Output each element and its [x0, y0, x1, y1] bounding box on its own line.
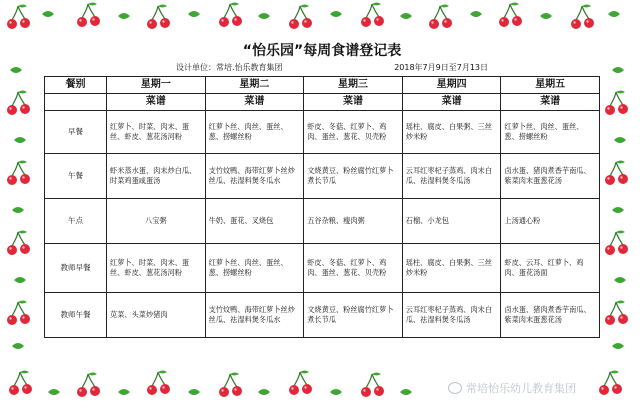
meal-label: 午餐	[45, 154, 107, 199]
menu-cell: 红萝卜丝、肉丝、蛋丝、葱、捞螺丝粉	[205, 244, 304, 293]
menu-cell: 虾皮、冬菇、红萝卜、鸡肉、蛋丝、葱花、贝壳粉	[304, 111, 403, 154]
menu-sheet	[44, 40, 600, 360]
recipe-header: 菜谱	[501, 94, 600, 111]
info-line	[44, 62, 600, 74]
day-header: 星期四	[402, 77, 501, 94]
recipe-header: 菜谱	[304, 94, 403, 111]
table-row	[45, 154, 600, 199]
corner-header: 餐别	[45, 77, 107, 94]
menu-cell: 红萝卜丝、肉丝、蛋丝、葱、捞螺丝粉	[501, 111, 600, 154]
subheader-row	[45, 94, 600, 111]
date-range: 2018年7月9日至7月13日	[394, 63, 488, 72]
menu-cell: 卤水蛋、猪肉煮香芋南瓜、紫菜肉末蛋葱花汤	[501, 154, 600, 199]
day-header: 星期一	[107, 77, 206, 94]
header-row	[45, 77, 600, 94]
menu-cell: 文烧黄豆、粉丝腐竹红萝卜煮长节瓜	[304, 293, 403, 338]
menu-cell: 红萝卜、时菜、肉末、蛋丝、虾皮、葱花汤河粉	[107, 244, 206, 293]
menu-cell: 瑶柱、腐皮、白果粥、三丝炒米粉	[402, 111, 501, 154]
menu-cell: 虾皮、云耳、红萝卜、鸡肉、蛋花汤面	[501, 244, 600, 293]
designer-label: 设计单位：常培.怡乐教育集团	[176, 63, 283, 72]
wechat-icon	[448, 382, 462, 394]
page-title: “怡乐园”每周食谱登记表	[242, 43, 402, 59]
menu-cell: 八宝粥	[107, 199, 206, 244]
table-row	[45, 199, 600, 244]
meal-label: 教师午餐	[45, 293, 107, 338]
menu-cell: 五谷杂粮、瘦肉粥	[304, 199, 403, 244]
menu-cell: 红萝卜、时菜、肉末、蛋丝、虾皮、葱花汤河粉	[107, 111, 206, 154]
day-header: 星期五	[501, 77, 600, 94]
day-header: 星期二	[205, 77, 304, 94]
menu-cell: 牛奶、蛋花、叉烧包	[205, 199, 304, 244]
menu-cell: 石榴、小龙包	[402, 199, 501, 244]
menu-cell: 卤水蛋、猪肉煮香芋南瓜、紫菜肉末蛋葱花汤	[501, 293, 600, 338]
menu-cell: 虾皮、冬菇、红萝卜、鸡肉、蛋丝、葱花、贝壳粉	[304, 244, 403, 293]
menu-table	[44, 76, 600, 338]
meal-label: 早餐	[45, 111, 107, 154]
recipe-header: 菜谱	[205, 94, 304, 111]
table-row	[45, 111, 600, 154]
menu-cell: 虾米蒸水蛋、肉末炒白瓜、时菜鸡蛋咸蛋汤	[107, 154, 206, 199]
menu-cell: 云耳红枣杞子蒸鸡、肉末白瓜、祛湿料煲冬瓜汤	[402, 154, 501, 199]
watermark-text: 常培怡乐幼儿教育集团	[466, 382, 576, 395]
menu-cell: 支竹炆鸭、海带红萝卜丝炒丝瓜、祛湿料煲冬瓜水	[205, 154, 304, 199]
menu-cell: 瑶柱、腐皮、白果粥、三丝炒米粉	[402, 244, 501, 293]
table-row	[45, 293, 600, 338]
empty-cell	[45, 94, 107, 111]
meal-label: 午点	[45, 199, 107, 244]
recipe-header: 菜谱	[402, 94, 501, 111]
menu-cell: 文烧黄豆、粉丝腐竹红萝卜煮长节瓜	[304, 154, 403, 199]
day-header: 星期三	[304, 77, 403, 94]
menu-cell: 红萝卜丝、肉丝、蛋丝、葱、捞螺丝粉	[205, 111, 304, 154]
watermark	[448, 380, 576, 396]
menu-cell: 苋菜、头菜炒猪肉	[107, 293, 206, 338]
menu-cell: 云耳红枣杞子蒸鸡、肉末白瓜、祛湿料煲冬瓜汤	[402, 293, 501, 338]
meal-label: 教师早餐	[45, 244, 107, 293]
recipe-header: 菜谱	[107, 94, 206, 111]
menu-cell: 支竹炆鸭、海带红萝卜丝炒丝瓜、祛湿料煲冬瓜水	[205, 293, 304, 338]
menu-cell: 上汤通心粉	[501, 199, 600, 244]
table-row	[45, 244, 600, 293]
